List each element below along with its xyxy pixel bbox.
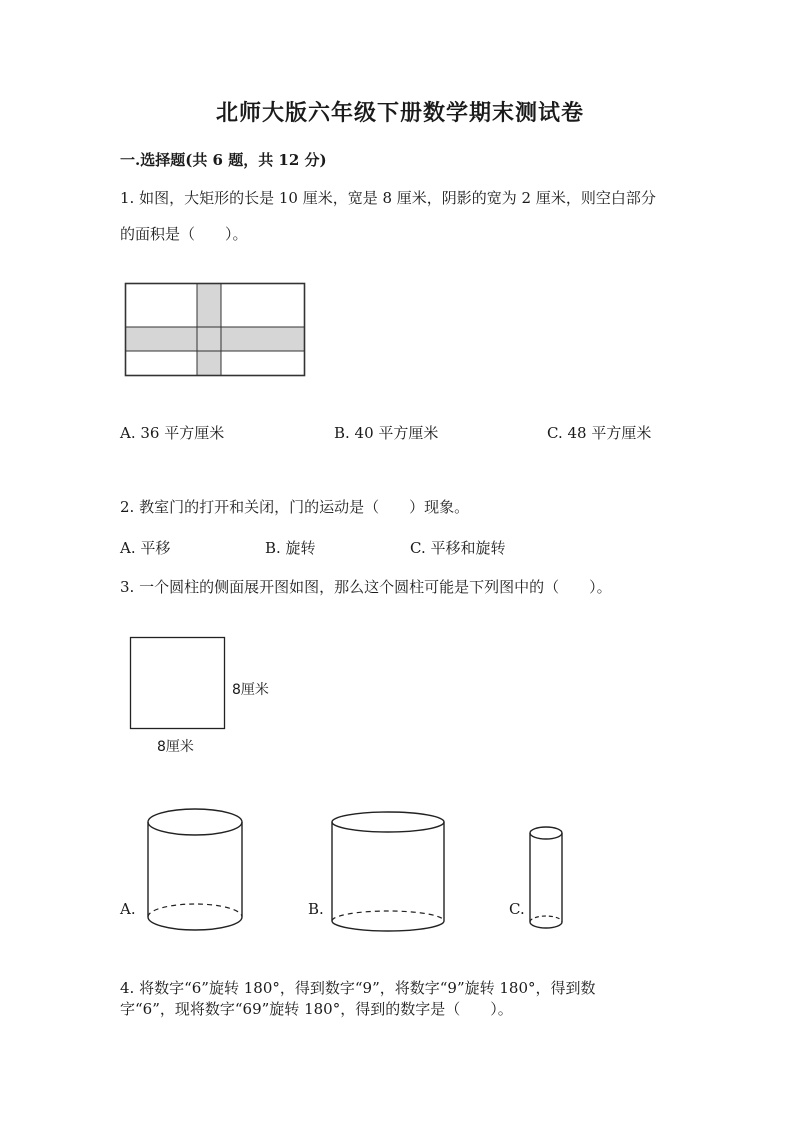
question-1-line-2: 的面积是（ ）。: [120, 225, 248, 243]
q1-option-c[interactable]: C. 48 平方厘米: [547, 424, 652, 442]
q2-option-b[interactable]: B. 旋转: [265, 539, 316, 557]
q3-option-c[interactable]: C.: [509, 900, 525, 918]
cylinder-c-figure: [528, 825, 566, 933]
square-bottom-label: 8厘米: [157, 739, 194, 755]
q3-option-a[interactable]: A.: [120, 900, 136, 918]
shaded-horizontal-strip: [125, 327, 305, 351]
question-1-line-1: 1. 如图，大矩形的长是 10 厘米，宽是 8 厘米，阴影的宽为 2 厘米，则空白部分: [120, 189, 656, 207]
section-heading: 一.选择题(共 6 题，共 12 分): [120, 151, 327, 169]
q2-option-c[interactable]: C. 平移和旋转: [410, 539, 506, 557]
question-4-line-2: 字“6”，现将数字“69”旋转 180°，得到的数字是（ ）。: [120, 1000, 513, 1018]
q2-option-a[interactable]: A. 平移: [120, 539, 171, 557]
rectangle-figure: [125, 283, 306, 377]
q1-option-a[interactable]: A. 36 平方厘米: [120, 424, 225, 442]
cylinder-a-figure: [146, 808, 246, 936]
q1-option-b[interactable]: B. 40 平方厘米: [334, 424, 439, 442]
question-2-text: 2. 教室门的打开和关闭，门的运动是（ ）现象。: [120, 498, 470, 516]
question-4-line-1: 4. 将数字“6”旋转 180°，得到数字“9”，将数字“9”旋转 180°，得到数: [120, 979, 596, 997]
page-title: 北师大版六年级下册数学期末测试卷: [215, 100, 584, 126]
square-net-figure: [130, 637, 226, 729]
q3-option-b[interactable]: B.: [308, 900, 324, 918]
square-side-label: 8厘米: [232, 682, 269, 698]
question-3-text: 3. 一个圆柱的侧面展开图如图，那么这个圆柱可能是下列图中的（ ）。: [120, 578, 612, 596]
cylinder-b-figure: [331, 811, 447, 935]
